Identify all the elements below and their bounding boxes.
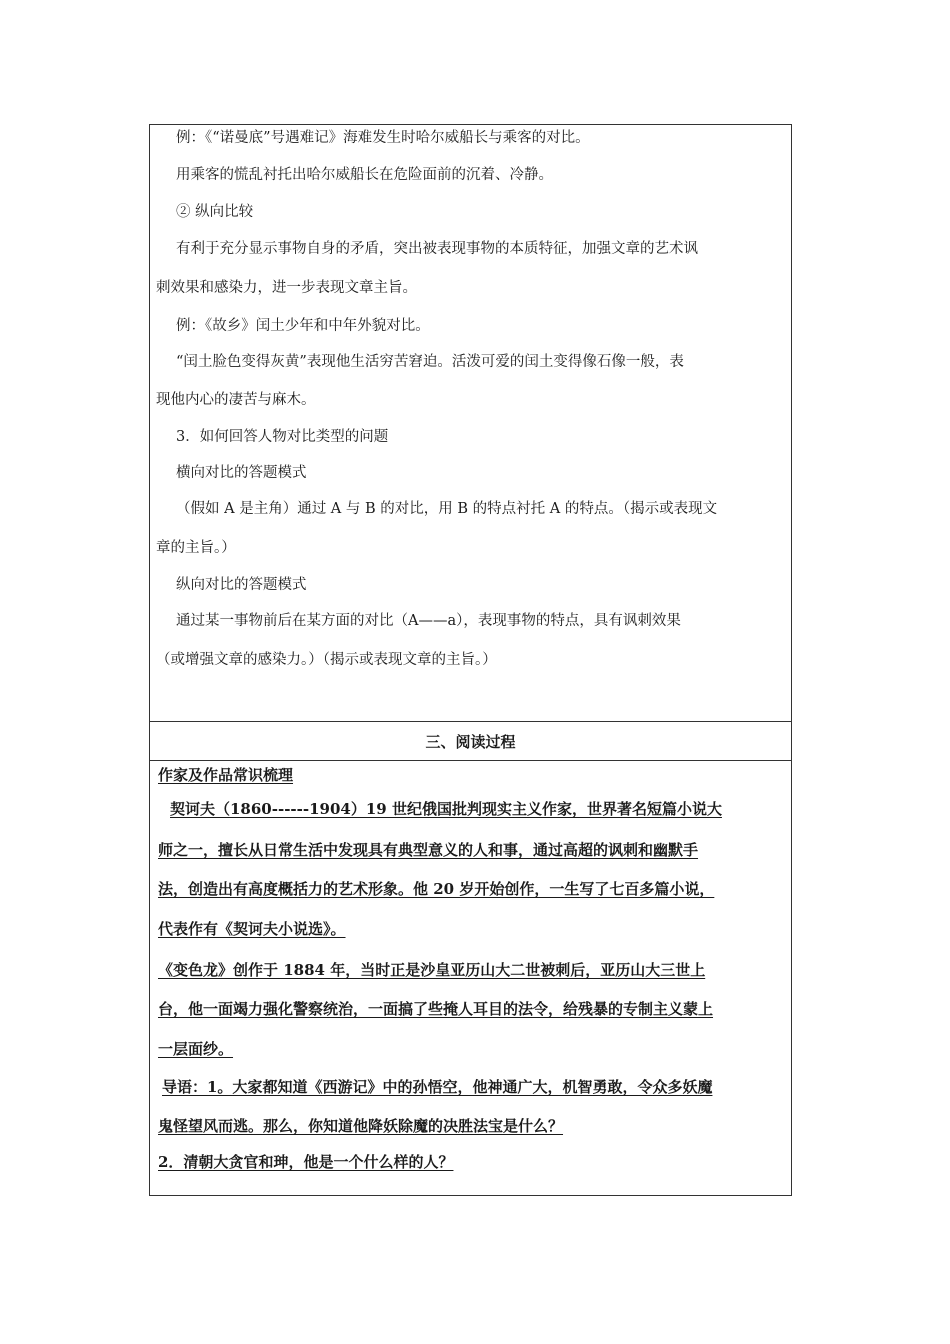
subheading-vertical-pattern: 纵向对比的答题模式 [176,577,307,593]
subheading-horizontal-pattern: 横向对比的答题模式 [176,465,307,481]
text-line: 师之一，擅长从日常生活中发现具有典型意义的人和事，通过高超的讽刺和幽默手 [158,841,699,859]
text-line: 法，创造出有高度概括力的艺术形象。他 20 岁开始创作，一生写了七百多篇小说， [158,880,715,898]
subheading-vertical-comparison: ② 纵向比较 [176,204,254,220]
contrast-methods-cell [150,125,791,722]
text-line: 代表作有《契诃夫小说选》。 [158,920,346,938]
intro-question-line: 2．清朝大贪官和珅，他是一个什么样的人？ [158,1153,454,1171]
intro-question-line: 鬼怪望风而逃。那么，你知道他降妖除魔的决胜法宝是什么？ [158,1117,564,1135]
text-line: 一层面纱。 [158,1040,234,1058]
text-line: （或增强文章的感染力。）（揭示或表现文章的主旨。） [156,652,497,668]
text-line: 通过某一事物前后在某方面的对比（A——a），表现事物的特点，具有讽刺效果 [176,613,681,629]
intro-question-line: 导语：1。大家都知道《西游记》中的孙悟空，他神通广大，机智勇敢，令众多妖魔 [162,1078,713,1096]
text-line: 例：《“诺曼底”号遇难记》海难发生时哈尔威船长与乘客的对比。 [176,130,590,146]
text-line: 章的主旨。） [156,540,236,556]
document-table [149,124,792,1196]
reading-process-cell [150,761,791,1195]
text-line: 例：《故乡》闰土少年和中年外貌对比。 [176,318,430,334]
author-background-heading: 作家及作品常识梳理 [158,766,294,784]
text-line: （假如 A 是主角）通过 A 与 B 的对比，用 B 的特点衬托 A 的特点。（揭示或表现文 [176,501,718,517]
text-line: 契诃夫（1860------1904）19 世纪俄国批判现实主义作家，世界著名短篇小说大 [170,800,722,818]
text-line: 《变色龙》创作于 1884 年，当时正是沙皇亚历山大二世被刺后，亚历山大三世上 [158,961,706,979]
text-line: 刺效果和感染力，进一步表现文章主旨。 [156,280,417,296]
text-line: 现他内心的凄苦与麻木。 [156,392,316,408]
text-line: 有利于充分显示事物自身的矛盾，突出被表现事物的本质特征，加强文章的艺术讽 [176,241,698,257]
text-line: 台，他一面竭力强化警察统治，一面搞了些掩人耳目的法令，给残暴的专制主义蒙上 [158,1000,714,1018]
subheading-answer-approach: 3．如何回答人物对比类型的问题 [176,429,389,445]
section-header: 三、阅读过程 [150,722,791,761]
text-line: “闰土脸色变得灰黄”表现他生活穷苦窘迫。活泼可爱的闰土变得像石像一般，表 [176,354,684,370]
text-line: 用乘客的慌乱衬托出哈尔威船长在危险面前的沉着、冷静。 [176,167,553,183]
